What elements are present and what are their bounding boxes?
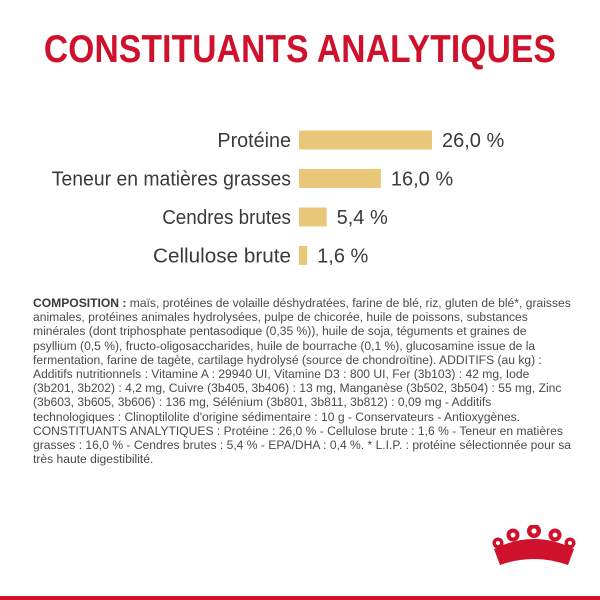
category-label: Cendres brutes	[162, 207, 291, 229]
value-label: 5,4 %	[336, 207, 388, 229]
value-label: 26,0 %	[442, 130, 505, 152]
value-label: 1,6 %	[317, 245, 369, 268]
value-label: 16,0 %	[390, 168, 454, 191]
composition-text-block	[33, 296, 573, 466]
composition-label: COMPOSITION :	[33, 296, 127, 310]
composition-body: maïs, protéines de volaille déshydratées, farine de blé, riz, gluten de blé*, graisses animales, protéines animales hydrolysées, pulpe de chicorée, huile de poissons, substances minérales (dont triphosphate pentasodique (0,35 %)), huile de soja, téguments et graines de psyllium (0,5 %), fructo-oligosaccharides, huile de bourrache (0,1 %), glucosamine issue de la fermentation, farine de tagète, cartilage hydrolysé (source de chondroïtine). ADDITIFS (au kg) : Additifs nutritionnels : Vitamine A : 29940 UI, Vitamine D3 : 800 UI, Fer (3b103) : 42 mg, Iode (3b201, 3b202) : 4,2 mg, Cuivre (3b405, 3b406) : 13 mg, Manganèse (3b502, 3b504) : 55 mg, Zinc (3b603, 3b605, 3b606) : 136 mg, Sélénium (3b801, 3b811, 3b812) : 0,09 mg - Additifs technologiques : Clinoptilolite d'origine sédimentaire : 10 g - Conservateurs - Antioxygènes. CONSTITUANTS ANALYTIQUES : Protéine : 26,0 % - Cellulose brute : 1,6 % - Teneur en matières grasses : 16,0 % - Cendres brutes : 5,4 % - EPA/DHA : 0,4 %. * L.I.P. : protéine sélectionnée pour sa très haute digestibilité.	[33, 296, 572, 467]
category-label: Protéine	[217, 130, 291, 152]
bar	[299, 131, 432, 150]
page-title: CONSTITUANTS ANALYTIQUES	[43, 28, 557, 71]
nutrient-bar-chart	[0, 118, 600, 288]
category-label: Teneur en matières grasses	[51, 168, 291, 191]
bar	[299, 169, 381, 188]
bar	[299, 208, 327, 227]
bar	[299, 246, 307, 265]
bottom-accent-bar	[0, 596, 600, 600]
category-label: Cellulose brute	[153, 245, 291, 268]
royal-crown-icon	[488, 525, 580, 575]
